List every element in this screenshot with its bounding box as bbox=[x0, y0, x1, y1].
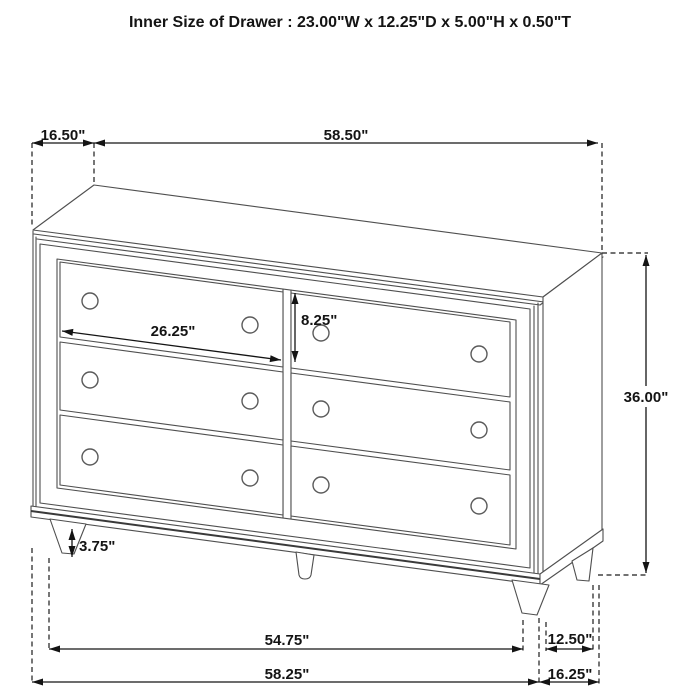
front-right-corner-molding bbox=[534, 303, 538, 578]
arrowhead bbox=[643, 562, 650, 573]
cabinet-right-side-panel bbox=[543, 253, 602, 577]
top-width-dimension-label: 58.50" bbox=[323, 127, 369, 144]
drawer-knob bbox=[471, 498, 487, 514]
overall-height-dimension-label: 36.00" bbox=[623, 389, 669, 406]
arrowhead bbox=[94, 140, 105, 147]
drawer-height-dimension-label: 8.25" bbox=[301, 312, 338, 329]
top-depth-dimension-label: 16.50" bbox=[40, 127, 86, 144]
arrowhead bbox=[512, 646, 523, 653]
leg-height-dimension-label: 3.75" bbox=[79, 538, 116, 555]
bottom-width-dimension-label: 58.25" bbox=[264, 666, 310, 683]
side-leg-span-dimension-label: 12.50" bbox=[547, 631, 593, 648]
front-leg-span-dimension-label: 54.75" bbox=[264, 632, 310, 649]
arrowhead bbox=[32, 679, 43, 686]
drawer-knob bbox=[242, 470, 258, 486]
leg-center bbox=[296, 552, 314, 579]
leg-front-right bbox=[512, 580, 549, 615]
diagram-title: Inner Size of Drawer : 23.00"W x 12.25"D x 5.00"H x 0.50"T bbox=[128, 14, 572, 31]
drawer-knob bbox=[242, 317, 258, 333]
drawer-knob bbox=[242, 393, 258, 409]
drawer-knob bbox=[471, 346, 487, 362]
drawer-knob bbox=[313, 477, 329, 493]
front-left-corner-molding bbox=[33, 231, 36, 509]
bottom-depth-dimension-label: 16.25" bbox=[547, 666, 593, 683]
arrowhead bbox=[49, 646, 60, 653]
drawer-knob bbox=[82, 372, 98, 388]
arrowhead bbox=[587, 140, 598, 147]
arrowhead bbox=[643, 255, 650, 266]
drawer-knob bbox=[82, 293, 98, 309]
drawer-knob bbox=[82, 449, 98, 465]
cabinet bbox=[31, 185, 603, 615]
drawer-width-dimension-label: 26.25" bbox=[150, 323, 196, 340]
drawer-knob bbox=[471, 422, 487, 438]
drawer-knob bbox=[313, 401, 329, 417]
arrowhead bbox=[528, 679, 539, 686]
